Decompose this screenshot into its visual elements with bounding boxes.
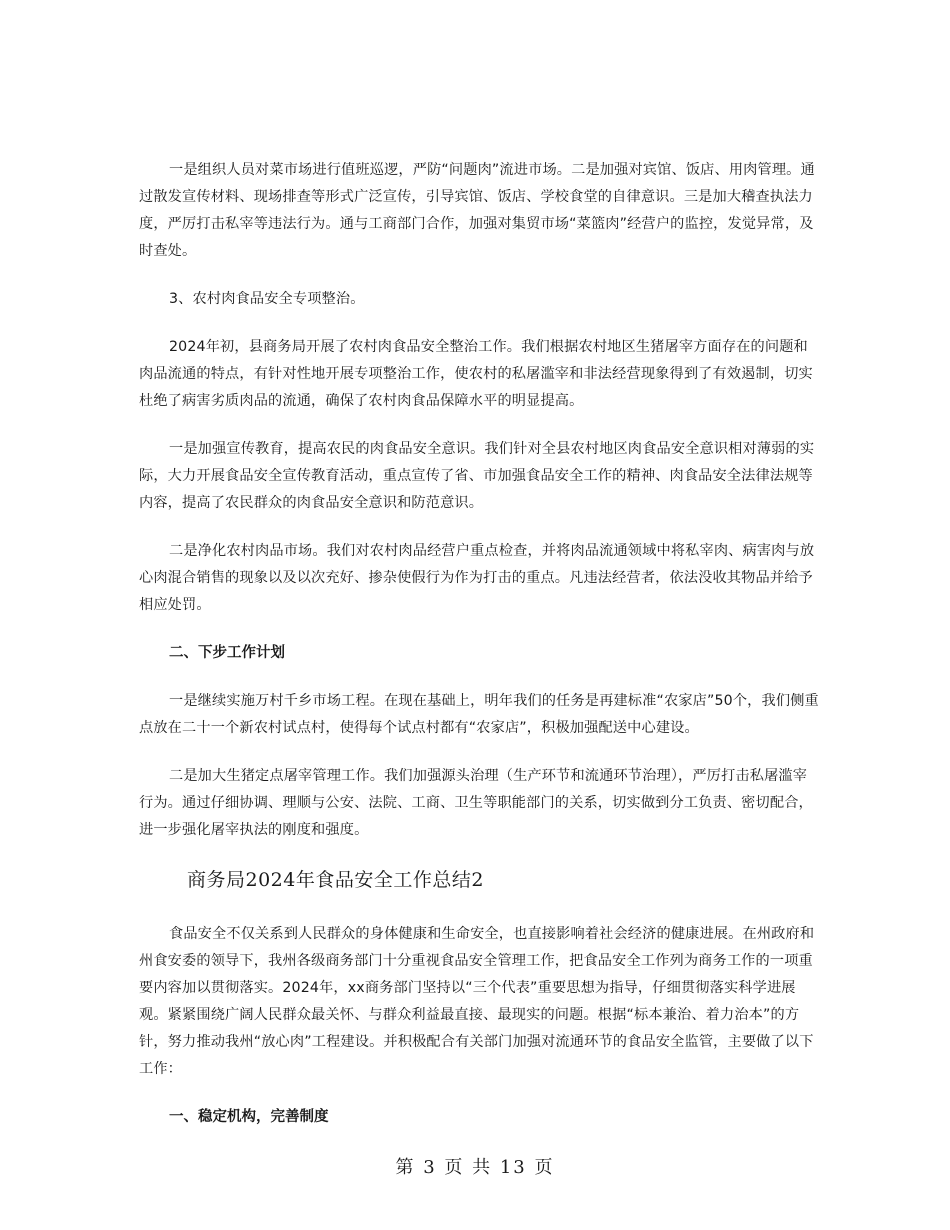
paragraph: 一是加强宣传教育，提高农民的肉食品安全意识。我们针对全县农村地区肉食品安全意识相对薄弱的实际，大力开展食品安全宣传教育活动，重点宣传了省、市加强食品安全工作的精神、肉食品安全法律法规等内容，提高了农民群众的肉食品安全意识和防范意识。 [139, 441, 815, 511]
paragraph: 二是加大生猪定点屠宰管理工作。我们加强源头治理（生产环节和流通环节治理），严厉打击私屠滥宰行为。通过仔细协调、理顺与公安、法院、工商、卫生等职能部门的关系，切实做到分工负责、密切配合，进一步强化屠宰执法的刚度和强度。 [139, 768, 813, 838]
section-heading: 一、稳定机构，完善制度 [169, 1109, 329, 1125]
page-number: 第 3 页 共 13 页 [395, 1157, 555, 1178]
section-title: 商务局2024年食品安全工作总结2 [187, 869, 484, 891]
paragraph: 2024年初，县商务局开展了农村肉食品安全整治工作。我们根据农村地区生猪屠宰方面存在的问题和肉品流通的特点，有针对性地开展专项整治工作，使农村的私屠滥宰和非法经营现象得到了有效遏制，切实杜绝了病害劣质肉品的流通，确保了农村肉食品保障水平的明显提高。 [139, 339, 813, 409]
paragraph: 食品安全不仅关系到人民群众的身体健康和生命安全，也直接影响着社会经济的健康进展。在州政府和州食安委的领导下，我州各级商务部门十分重视食品安全管理工作，把食品安全工作列为商务工作的一项重要内容加以贯彻落实。2024年，xx商务部门坚持以“三个代表”重要思想为指导，仔细贯彻落实科学进展观。紧紧围绕广阔人民群众最关怀、与群众利益最直接、最现实的问题。根据“标本兼治、着力治本”的方针，努力推动我州“放心肉”工程建设。并积极配合有关部门加强对流通环节的食品安全监管，主要做了以下工作： [139, 926, 815, 1077]
paragraph: 二是净化农村肉品市场。我们对农村肉品经营户重点检查，并将肉品流通领域中将私宰肉、病害肉与放心肉混合销售的现象以及以次充好、掺杂使假行为作为打击的重点。凡违法经营者，依法没收其物品并给予相应处罚。 [139, 543, 815, 613]
section-heading: 二、下步工作计划 [169, 645, 285, 661]
paragraph: 3、农村肉食品安全专项整治。 [169, 291, 365, 307]
paragraph: 一是组织人员对菜市场进行值班巡逻，严防“问题肉”流进市场。二是加强对宾馆、饭店、用肉管理。通过散发宣传材料、现场排查等形式广泛宣传，引导宾馆、饭店、学校食堂的自律意识。三是加大稽查执法力度，严厉打击私宰等违法行为。通与工商部门合作，加强对集贸市场“菜篮肉”经营户的监控，发觉异常，及时查处。 [139, 162, 815, 259]
document-body [139, 157, 819, 1152]
paragraph: 一是继续实施万村千乡市场工程。在现在基础上，明年我们的任务是再建标准“农家店”50个，我们侧重点放在二十一个新农村试点村，使得每个试点村都有“农家店”，积极加强配送中心建设。 [139, 693, 819, 736]
